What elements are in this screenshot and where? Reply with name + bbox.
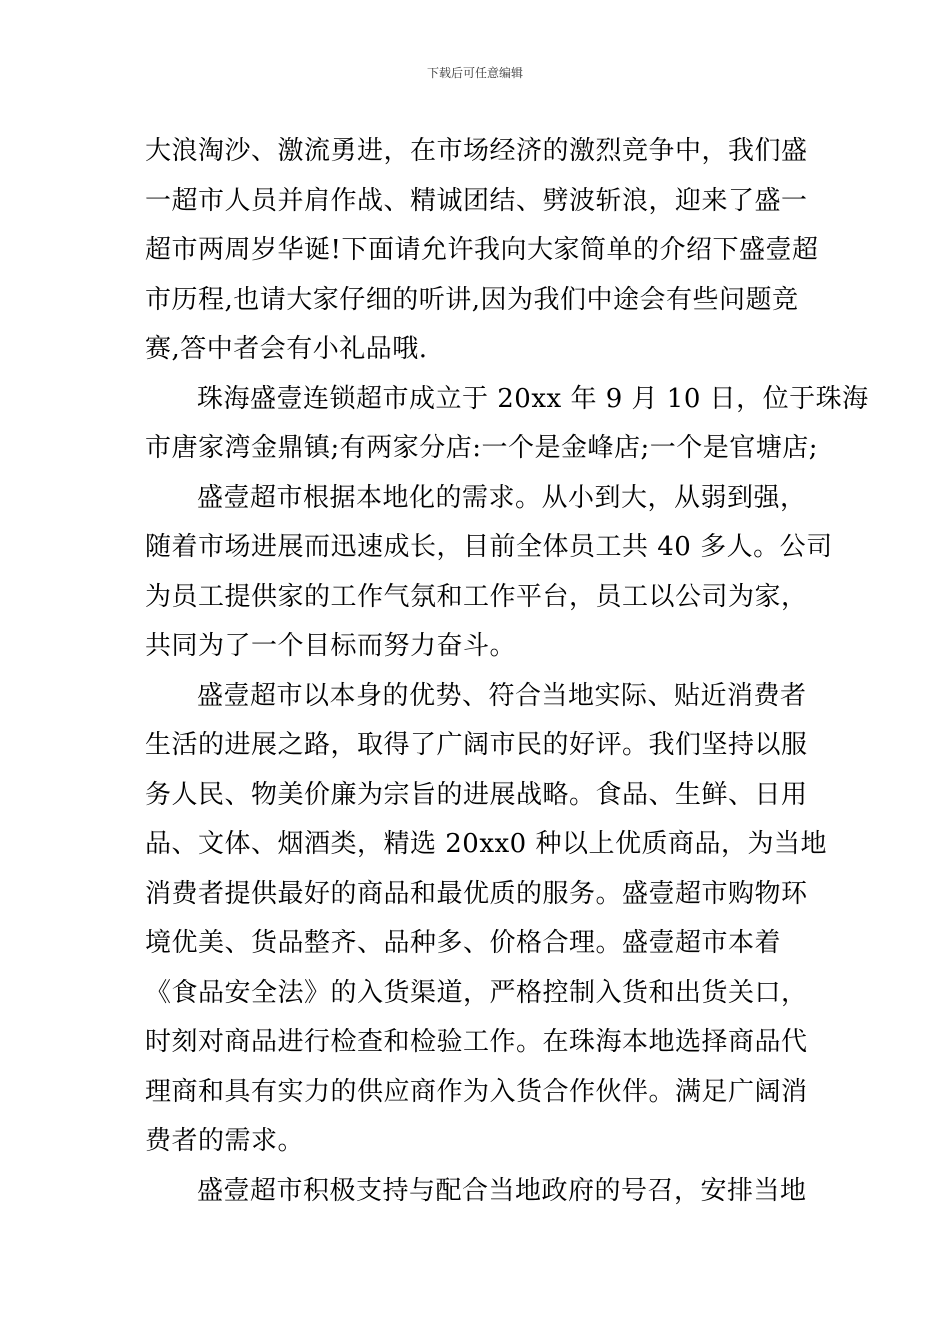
paragraph-first-line: 盛壹超市根据本地化的需求。从小到大，从弱到强，: [197, 482, 807, 513]
text-line: 赛,答中者会有小礼品哦.: [145, 334, 428, 364]
text-line: 务人民、物美价廉为宗旨的进展战略。食品、生鲜、日用: [145, 779, 808, 810]
text-line: 《食品安全法》的入货渠道，严格控制入货和出货关口，: [145, 977, 808, 1008]
paragraph-first-line: 盛壹超市以本身的优势、符合当地实际、贴近消费者: [197, 680, 807, 711]
page-header-note: 下载后可任意编辑: [426, 66, 523, 80]
paragraph-first-line: 盛壹超市积极支持与配合当地政府的号召，安排当地: [197, 1175, 807, 1206]
text-line: 消费者提供最好的商品和最优质的服务。盛壹超市购物环: [145, 878, 808, 909]
text-line: 一超市人员并肩作战、精诚团结、劈波斩浪，迎来了盛一: [145, 185, 808, 216]
text-line: 境优美、货品整齐、品种多、价格合理。盛壹超市本着: [145, 928, 782, 958]
text-line: 大浪淘沙、激流勇进，在市场经济的激烈竞争中，我们盛: [145, 136, 808, 166]
text-line: 市历程,也请大家仔细的听讲,因为我们中途会有些问题竞: [145, 284, 799, 315]
text-line: 理商和具有实力的供应商作为入货合作伙伴。满足广阔消: [145, 1076, 808, 1107]
document-body: [145, 127, 869, 1216]
text-line: 时刻对商品进行检查和检验工作。在珠海本地选择商品代: [145, 1027, 808, 1057]
paragraph-first-line: 珠海盛壹连锁超市成立于 20xx 年 9 月 10 日，位于珠海: [197, 383, 869, 414]
text-line: 为员工提供家的工作气氛和工作平台，员工以公司为家，: [145, 581, 808, 612]
text-line: 共同为了一个目标而努力奋斗。: [145, 631, 517, 661]
text-line: 生活的进展之路，取得了广阔市民的好评。我们坚持以服: [145, 730, 808, 760]
text-line: 超市两周岁华诞!下面请允许我向大家简单的介绍下盛壹超: [145, 235, 819, 265]
text-line: 费者的需求。: [145, 1126, 305, 1156]
text-line: 品、文体、烟酒类，精选 20xx0 种以上优质商品，为当地: [145, 829, 827, 859]
text-line: 随着市场进展而迅速成长，目前全体员工共 40 多人。公司: [145, 532, 833, 562]
text-line: 市唐家湾金鼎镇;有两家分店:一个是金峰店;一个是官塘店;: [145, 433, 819, 463]
